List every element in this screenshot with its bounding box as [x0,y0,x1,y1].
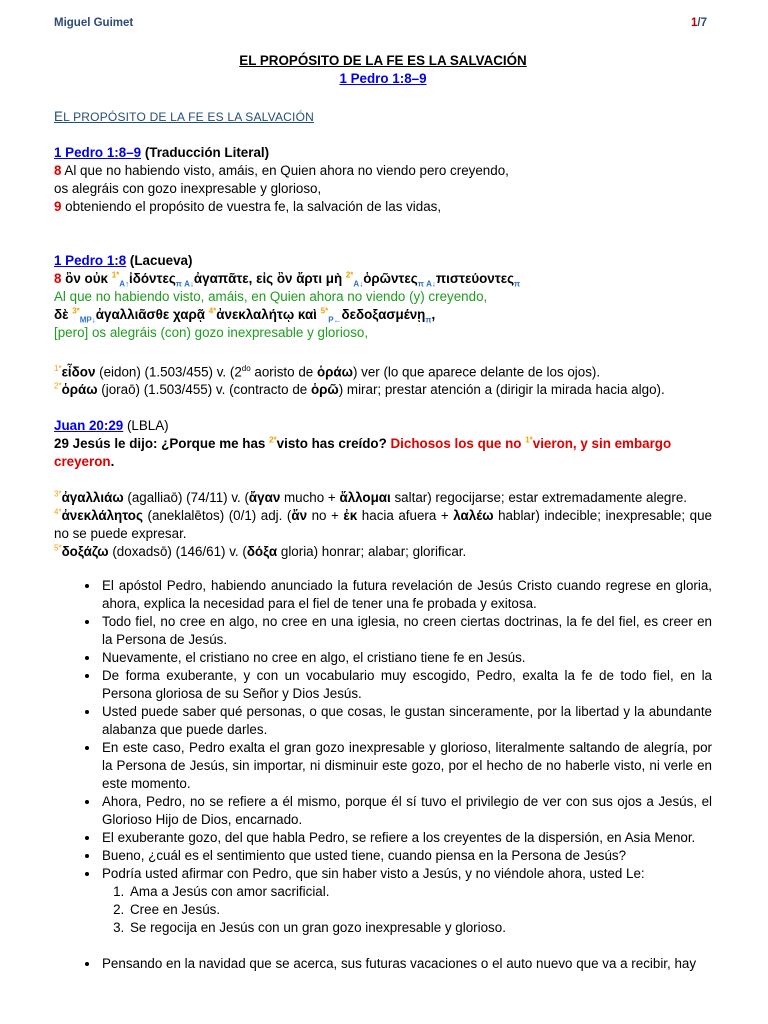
greek-term: ἐκ [343,508,358,524]
morph-marker: P← [328,315,342,325]
title-reference-text[interactable]: 1 Pedro 1:8–9 [339,71,427,86]
greek-word: ἀνεκλαλήτῳ καὶ [216,307,321,322]
literal-reference-link[interactable]: 1 Pedro 1:8–9 [54,145,142,160]
note-text: gloria) honrar; alabar; glorificar. [277,544,467,560]
page-header [54,17,707,33]
lacueva-block [54,252,712,342]
morph-marker: A↑ [119,279,130,289]
footnote-marker: 3* [72,306,80,316]
commentary-bullets-cont [54,955,712,973]
verse-text: Jesús le dijo: ¿Porque me has [68,436,270,452]
list-item: • El apóstol Pedro, habiendo anunciado la futura revelación de Jesús Cristo cuando regrese en gloria, ahora, explica la necesidad para el fiel de tener una fe probada y exitosa. [100,577,712,613]
greek-term: δοξάζω [61,544,109,560]
greek-term: δόξα [246,544,278,560]
juan-block [54,417,712,471]
lacueva-label: (Lacueva) [126,253,193,268]
verse-highlight: Dichosos los que no [390,436,526,452]
juan-verse [54,435,712,471]
morph-marker: π A↓ [417,279,436,289]
list-item: • El exuberante gozo, del que habla Pedro, se refiere a los creyentes de la dispersión, en Asia Menor. [100,829,712,847]
note-agalliao [54,489,712,507]
section-heading-rest[interactable]: L PROPÓSITO DE LA FE ES LA SALVACIÓN [63,110,314,124]
verse-9-text: obteniendo el propósito de vuestra fe, la salvación de las vidas, [61,199,442,214]
greek-term: λαλέω [453,508,494,524]
note-aneklaletos [54,507,712,543]
morph-marker: MP↓ [79,315,96,325]
footnote-marker: 5* [320,306,329,316]
greek-term: εἶδον [61,364,96,380]
list-item: • Usted puede saber qué personas, o que cosas, le gustan sinceramente, por la libertad y la abundante alabanza que puede darles. [100,703,712,739]
literal-translation-block [54,144,712,216]
numbered-item: 2. Cree en Jesús. [128,901,712,919]
section-heading[interactable] [54,108,712,126]
note-text: ) ver (lo que aparece delante de los ojos). [352,364,601,380]
note-text: mucho + [280,490,340,506]
title-reference-link[interactable] [54,70,712,88]
numbered-list [102,883,712,937]
note-horao [54,381,712,399]
ordinal-sup: do [241,364,251,373]
note-text: (joraō) (1.503/455) v. (contracto de [97,382,311,398]
footnote-marker: 3* [54,490,62,499]
verse-8-text: Al que no habiendo visto, amáis, en Quien ahora no viendo pero creyendo, [61,163,509,178]
note-eidon [54,360,712,381]
note-text: ) mirar; prestar atención a (dirigir la mirada hacia algo). [338,382,665,398]
greek-term: ἄγαν [248,490,281,506]
note-text: aoristo de [250,364,317,380]
list-item [100,865,712,937]
document-title: EL PROPÓSITO DE LA FE ES LA SALVACIÓN [239,53,527,68]
greek-line-1 [54,270,712,288]
note-text: (agalliaō) (74/11) v. ( [123,490,249,506]
numbered-item: 3. Se regocija en Jesús con un gran gozo inexpresable y glorioso. [128,919,712,937]
list-item: • De forma exuberante, y con un vocabulario muy escogido, Pedro, exalta la fe de todo fiel, en la Persona gloriosa de su Señor y Dios Jesús. [100,667,712,703]
verse-number-9: 9 [54,199,62,214]
greek-word: πιστεύοντες [435,271,515,286]
lacueva-reference-link[interactable]: 1 Pedro 1:8 [54,253,127,268]
note-doxazo [54,543,712,561]
greek-term: ὁράω [61,382,98,398]
verse-highlight: vieron, y sin embargo creyeron [54,436,672,470]
footnote-marker: 5* [54,544,62,553]
note-text: hablar) indecible; inexpresable; que no se puede expresar. [54,508,712,542]
list-item-text: Podría usted afirmar con Pedro, que sin haber visto a Jesús, y no viéndole ahora, usted Le: [102,866,645,882]
greek-word: ἀγαπᾶτε, εἰς ὃν ἄρτι μὴ [193,271,346,286]
greek-verse-number: 8 [54,271,62,286]
numbered-item: 1. Ama a Jesús con amor sacrificial. [128,883,712,901]
footnote-marker: 1* [111,270,120,280]
page-total: /7 [697,17,707,29]
lacueva-spanish-line-2: [pero] os alegráis (con) gozo inexpresable y glorioso, [54,325,369,340]
greek-term: ὁρῶ [310,382,339,398]
morph-marker: π [514,279,521,289]
list-item: • Bueno, ¿cuál es el sentimiento que usted tiene, cuando piensa en la Persona de Jesús? [100,847,712,865]
greek-word: ἀγαλλιᾶσθε χαρᾷ [95,307,209,322]
morph-marker: A↓ [353,279,364,289]
footnote-marker: 4* [54,508,62,517]
note-text: hacia afuera + [357,508,454,524]
word-notes-2 [54,489,712,561]
juan-reference-link[interactable]: Juan 20:29 [54,418,124,434]
footnote-marker: 1* [525,436,533,445]
verse-text: visto has creído? [276,436,391,452]
verse-number-8: 8 [54,163,62,178]
greek-term: ἀνεκλάλητος [61,508,143,524]
verse-number-29: 29 [54,436,69,452]
greek-punct: , [431,307,436,322]
literal-label: (Traducción Literal) [141,145,270,160]
note-text: (aneklalētos) (0/1) adj. ( [142,508,292,524]
footnote-marker: 2* [269,436,277,445]
section-heading-initial[interactable]: E [54,109,64,124]
list-item: • Ahora, Pedro, no se refiere a él mismo, porque él sí tuvo el privilegio de ver con sus ojos a Jesús, el Glorioso Hijo de Dios, encarnado. [100,793,712,829]
verse-8-text-cont: os alegráis con gozo inexpresable y glorioso, [54,181,322,196]
morph-marker: π [425,315,432,325]
footnote-marker: 2* [345,270,354,280]
juan-label: (LBLA) [123,418,169,434]
verse-punct: . [110,454,115,470]
page-current: 1 [691,17,698,29]
list-item: • Todo fiel, no cree en algo, no cree en una iglesia, no creen ciertas doctrinas, la fe del fiel, es creer en la Persona de Jesús. [100,613,712,649]
author-name: Miguel Guimet [54,17,134,29]
note-text: (eidon) (1.503/455) v. (2 [95,364,242,380]
document-body [54,52,712,973]
lacueva-spanish-line-1: Al que no habiendo visto, amáis, en Quien ahora no viendo (y) creyendo, [54,289,488,304]
list-item: • En este caso, Pedro exalta el gran gozo inexpresable y glorioso, literalmente saltando de alegría, por la Persona de Jesús, sin importar, ni disminuir este gozo, por el hecho de no haberle visto, ni verle en este momento. [100,739,712,793]
greek-term: ἀγαλλιάω [61,490,124,506]
note-text: (doxadsō) (146/61) v. ( [108,544,247,560]
footnote-marker: 4* [208,306,217,316]
greek-word: δεδοξασμένῃ [341,307,426,322]
commentary-bullets [54,577,712,937]
note-text: no + [307,508,344,524]
greek-line-2 [54,306,712,324]
list-item: • Pensando en la navidad que se acerca, sus futuras vacaciones o el auto nuevo que va a recibir, hay [100,955,712,973]
greek-term: ἄν [291,508,308,524]
greek-word: ἰδόντες [129,271,176,286]
footnote-marker: 2* [54,382,62,391]
greek-word: δὲ [54,307,73,322]
word-notes-1 [54,360,712,399]
greek-term: ἅλλομαι [339,490,391,506]
greek-term: ὁράω [316,364,353,380]
footnote-marker: 1* [54,364,62,373]
greek-word: ὃν οὐκ [61,271,112,286]
note-text: saltar) regocijarse; estar extremadamente alegre. [390,490,687,506]
list-item: • Nuevamente, el cristiano no cree en algo, el cristiano tiene fe en Jesús. [100,649,712,667]
page-number [691,17,707,29]
greek-word: ὁρῶντες [363,271,418,286]
morph-marker: π A↓ [175,279,194,289]
